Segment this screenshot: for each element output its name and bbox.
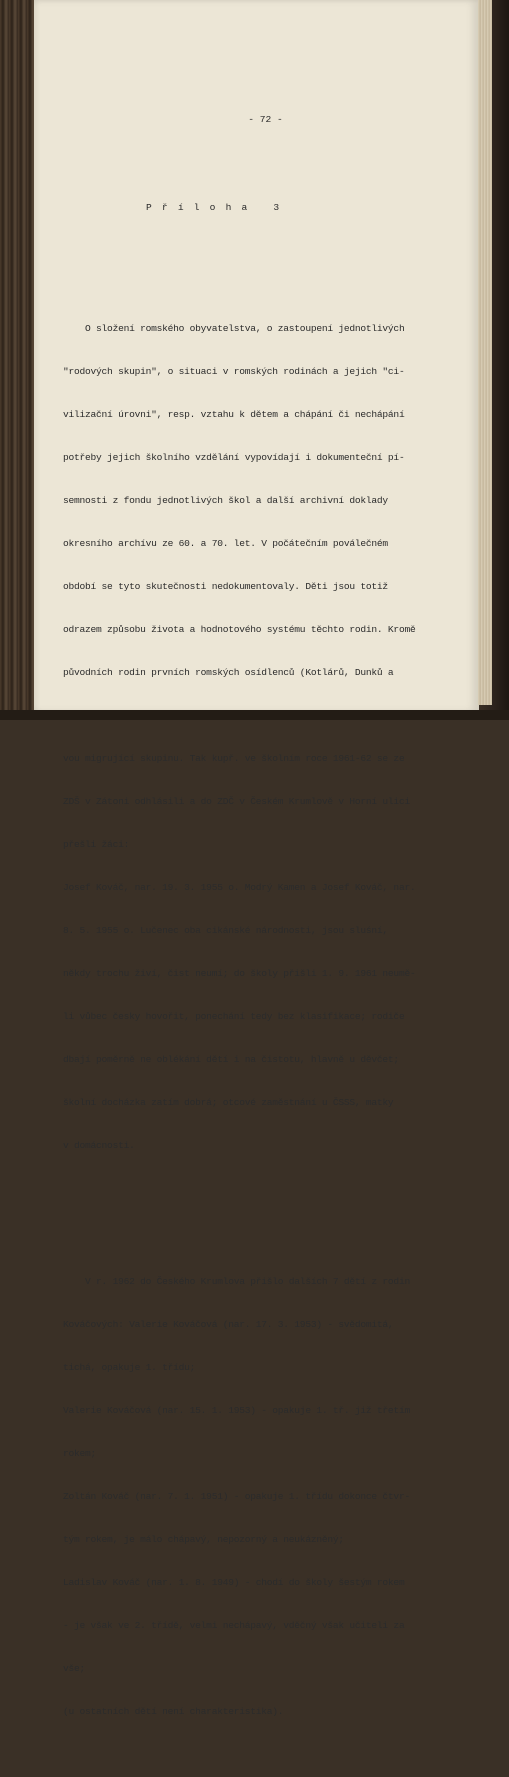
appendix-heading: P ř í l o h a 3: [146, 202, 282, 214]
text-line: vou migrující skupinu. Tak kupř. ve školním roce 1961-62 se ze: [63, 753, 405, 765]
text-line: - je však ve 2. třídě, velmi nechápavý, vděčný však učiteli za: [63, 1619, 405, 1631]
text-line: Kováčových: Valerie Kováčová (nar. 17. 3. 1953) - svědomitá,: [63, 1318, 394, 1330]
document-page: [34, 0, 479, 1717]
text-line: "rodových skupin", o situaci v romských rodinách a jejich "ci-: [63, 365, 405, 377]
text-line: přešli žáci:: [63, 839, 130, 851]
text-line: vilizační úrovni", resp. vztahu k dětem a chápání či nechápání: [63, 408, 405, 420]
text-line: okresního archívu ze 60. a 70. let. V počátečním poválečném: [63, 537, 388, 549]
text-line: V r. 1962 do Českého Krumlova přišlo dalších 7 dětí z rodin: [63, 1275, 410, 1287]
text-line: vše;: [63, 1662, 86, 1674]
text-line: O složení romského obyvatelstva, o zastoupení jednotlivých: [63, 322, 405, 334]
text-line: (u ostatních dětí není charakteristika).: [63, 1705, 284, 1717]
text-line: 8. 5. 1955 o. Lučenec oba cikánské národnosti, jsou sluśní,: [63, 925, 388, 937]
text-line: rokem;: [63, 1447, 97, 1459]
text-line: Ladislav Kováč (nar. 1. 8. 1949) - chodí do školy šestým rokem: [63, 1576, 405, 1588]
paragraph-1: [63, 293, 468, 1182]
page-text: [63, 84, 468, 1777]
text-line: Zoltán Kováč (nar. 7. 1. 1951) - opakuje 1. třídu dokonce čtvr-: [63, 1490, 410, 1502]
bottom-shadow: [0, 710, 509, 720]
text-line: někdy trochu živí, čist neumí; do školy přišli 1. 9. 1961 neumě-: [63, 968, 416, 980]
text-line: školní docházka zatím dobrá; otcové zaměstnání u ČSSS, matky: [63, 1097, 394, 1109]
text-line: li vůbec česky hovořit, ponechání tedy bez klasifikace; rodiče: [63, 1011, 405, 1023]
page-number: - 72 -: [248, 113, 283, 125]
text-line: semnosti z fondu jednotlivých škol a další archivní doklady: [63, 494, 388, 506]
text-line: v domácnosti.: [63, 1140, 135, 1152]
text-line: potřeby jejich školního vzdělání vypovídají i dokumenteční pí-: [63, 451, 405, 463]
text-line: dbají poměrně ne oblékání dětí i na čistotu, hlavně u děvčet;: [63, 1054, 399, 1066]
page-edges: [478, 0, 492, 705]
text-line: ZDŠ v Zátoni odhlásili a do ZDČ v Českém Krumlově v Horní ulici: [63, 796, 410, 808]
text-line: Valerie Kováčová (nar. 15. 1. 1953) - opakuje 1. tř. již třetím: [63, 1404, 410, 1416]
paragraph-2: [63, 1246, 468, 1748]
text-line: tým rokem, je málo chápavý, nepozorný a neukázněný;: [63, 1533, 344, 1545]
text-line: odrazem způsobu života a hodnotového systému těchto rodin. Kromě: [63, 624, 416, 636]
text-line: období se tyto skutečnosti nedokumentovaly. Děti jsou totiž: [63, 581, 388, 592]
book-binding: [0, 0, 34, 720]
text-line: Josef Kováč, nar. 19. 3. 1955 o. Modrý Kamen a Josef Kováč, nar.: [63, 882, 416, 894]
text-line: tichá, opakuje 1. třídu;: [63, 1361, 196, 1373]
text-line: původních rodin prvních romských osídlenců (Kotlárů, Dunků a: [63, 667, 394, 679]
